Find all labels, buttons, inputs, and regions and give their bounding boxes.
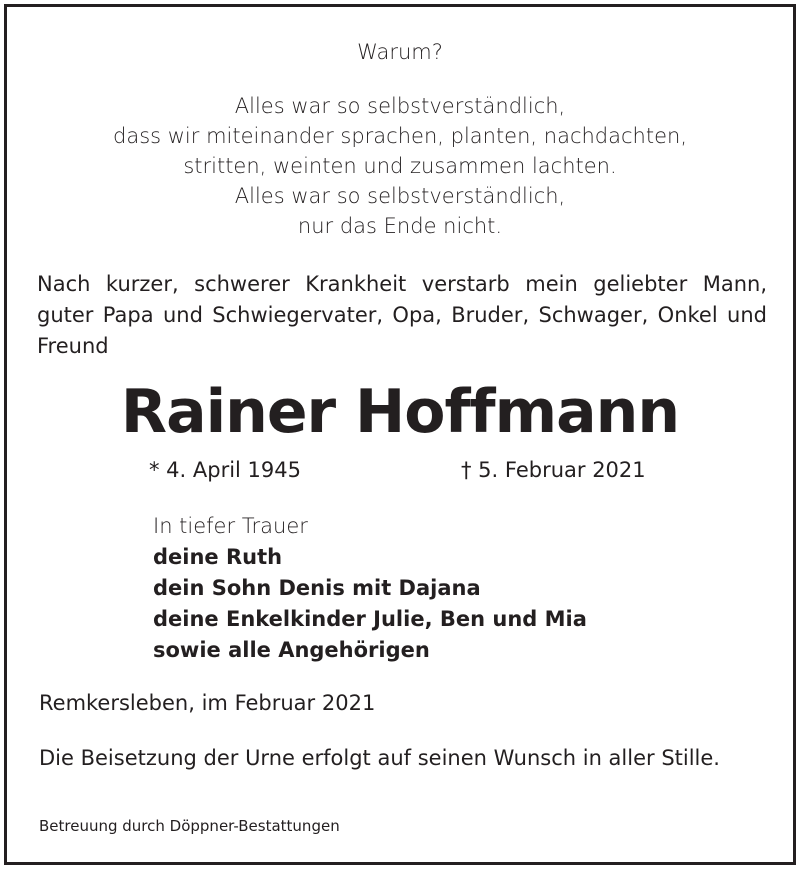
poem-line: nur das Ende nicht.	[297, 214, 503, 238]
mourners-block	[153, 511, 793, 666]
death-date: † 5. Februar 2021	[461, 458, 646, 482]
poem-line: stritten, weinten und zusammen lachten.	[183, 154, 617, 178]
poem-line: Alles war so selbstverständlich,	[234, 184, 566, 208]
poem-spacer	[7, 67, 793, 91]
poem-line: dass wir miteinander sprachen, planten, nachdachten,	[113, 124, 687, 148]
place-date: Remkersleben, im Februar 2021	[39, 691, 376, 715]
birth-date: * 4. April 1945	[149, 458, 302, 482]
mourner: dein Sohn Denis mit Dajana	[153, 576, 481, 600]
mourning-lead: In tiefer Trauer	[153, 514, 308, 538]
burial-note: Die Beisetzung der Urne erfolgt auf seinen Wunsch in aller Stille.	[39, 746, 720, 770]
mourner: deine Ruth	[153, 545, 283, 569]
deceased-name: Rainer Hoffmann	[120, 377, 680, 447]
obituary-notice	[4, 4, 796, 865]
intro-text: Nach kurzer, schwerer Krankheit verstarb mein geliebter Mann, guter Papa und Schwiegervater, Opa, Bruder, Schwager, Onkel und Freund	[37, 272, 767, 358]
poem	[7, 37, 793, 241]
poem-title: Warum?	[357, 40, 443, 64]
mourner: deine Enkelkinder Julie, Ben und Mia	[153, 607, 587, 631]
poem-line: Alles war so selbstverständlich,	[234, 94, 566, 118]
funeral-home-note: Betreuung durch Döppner-Bestattungen	[39, 817, 340, 835]
mourner: sowie alle Angehörigen	[153, 638, 430, 662]
